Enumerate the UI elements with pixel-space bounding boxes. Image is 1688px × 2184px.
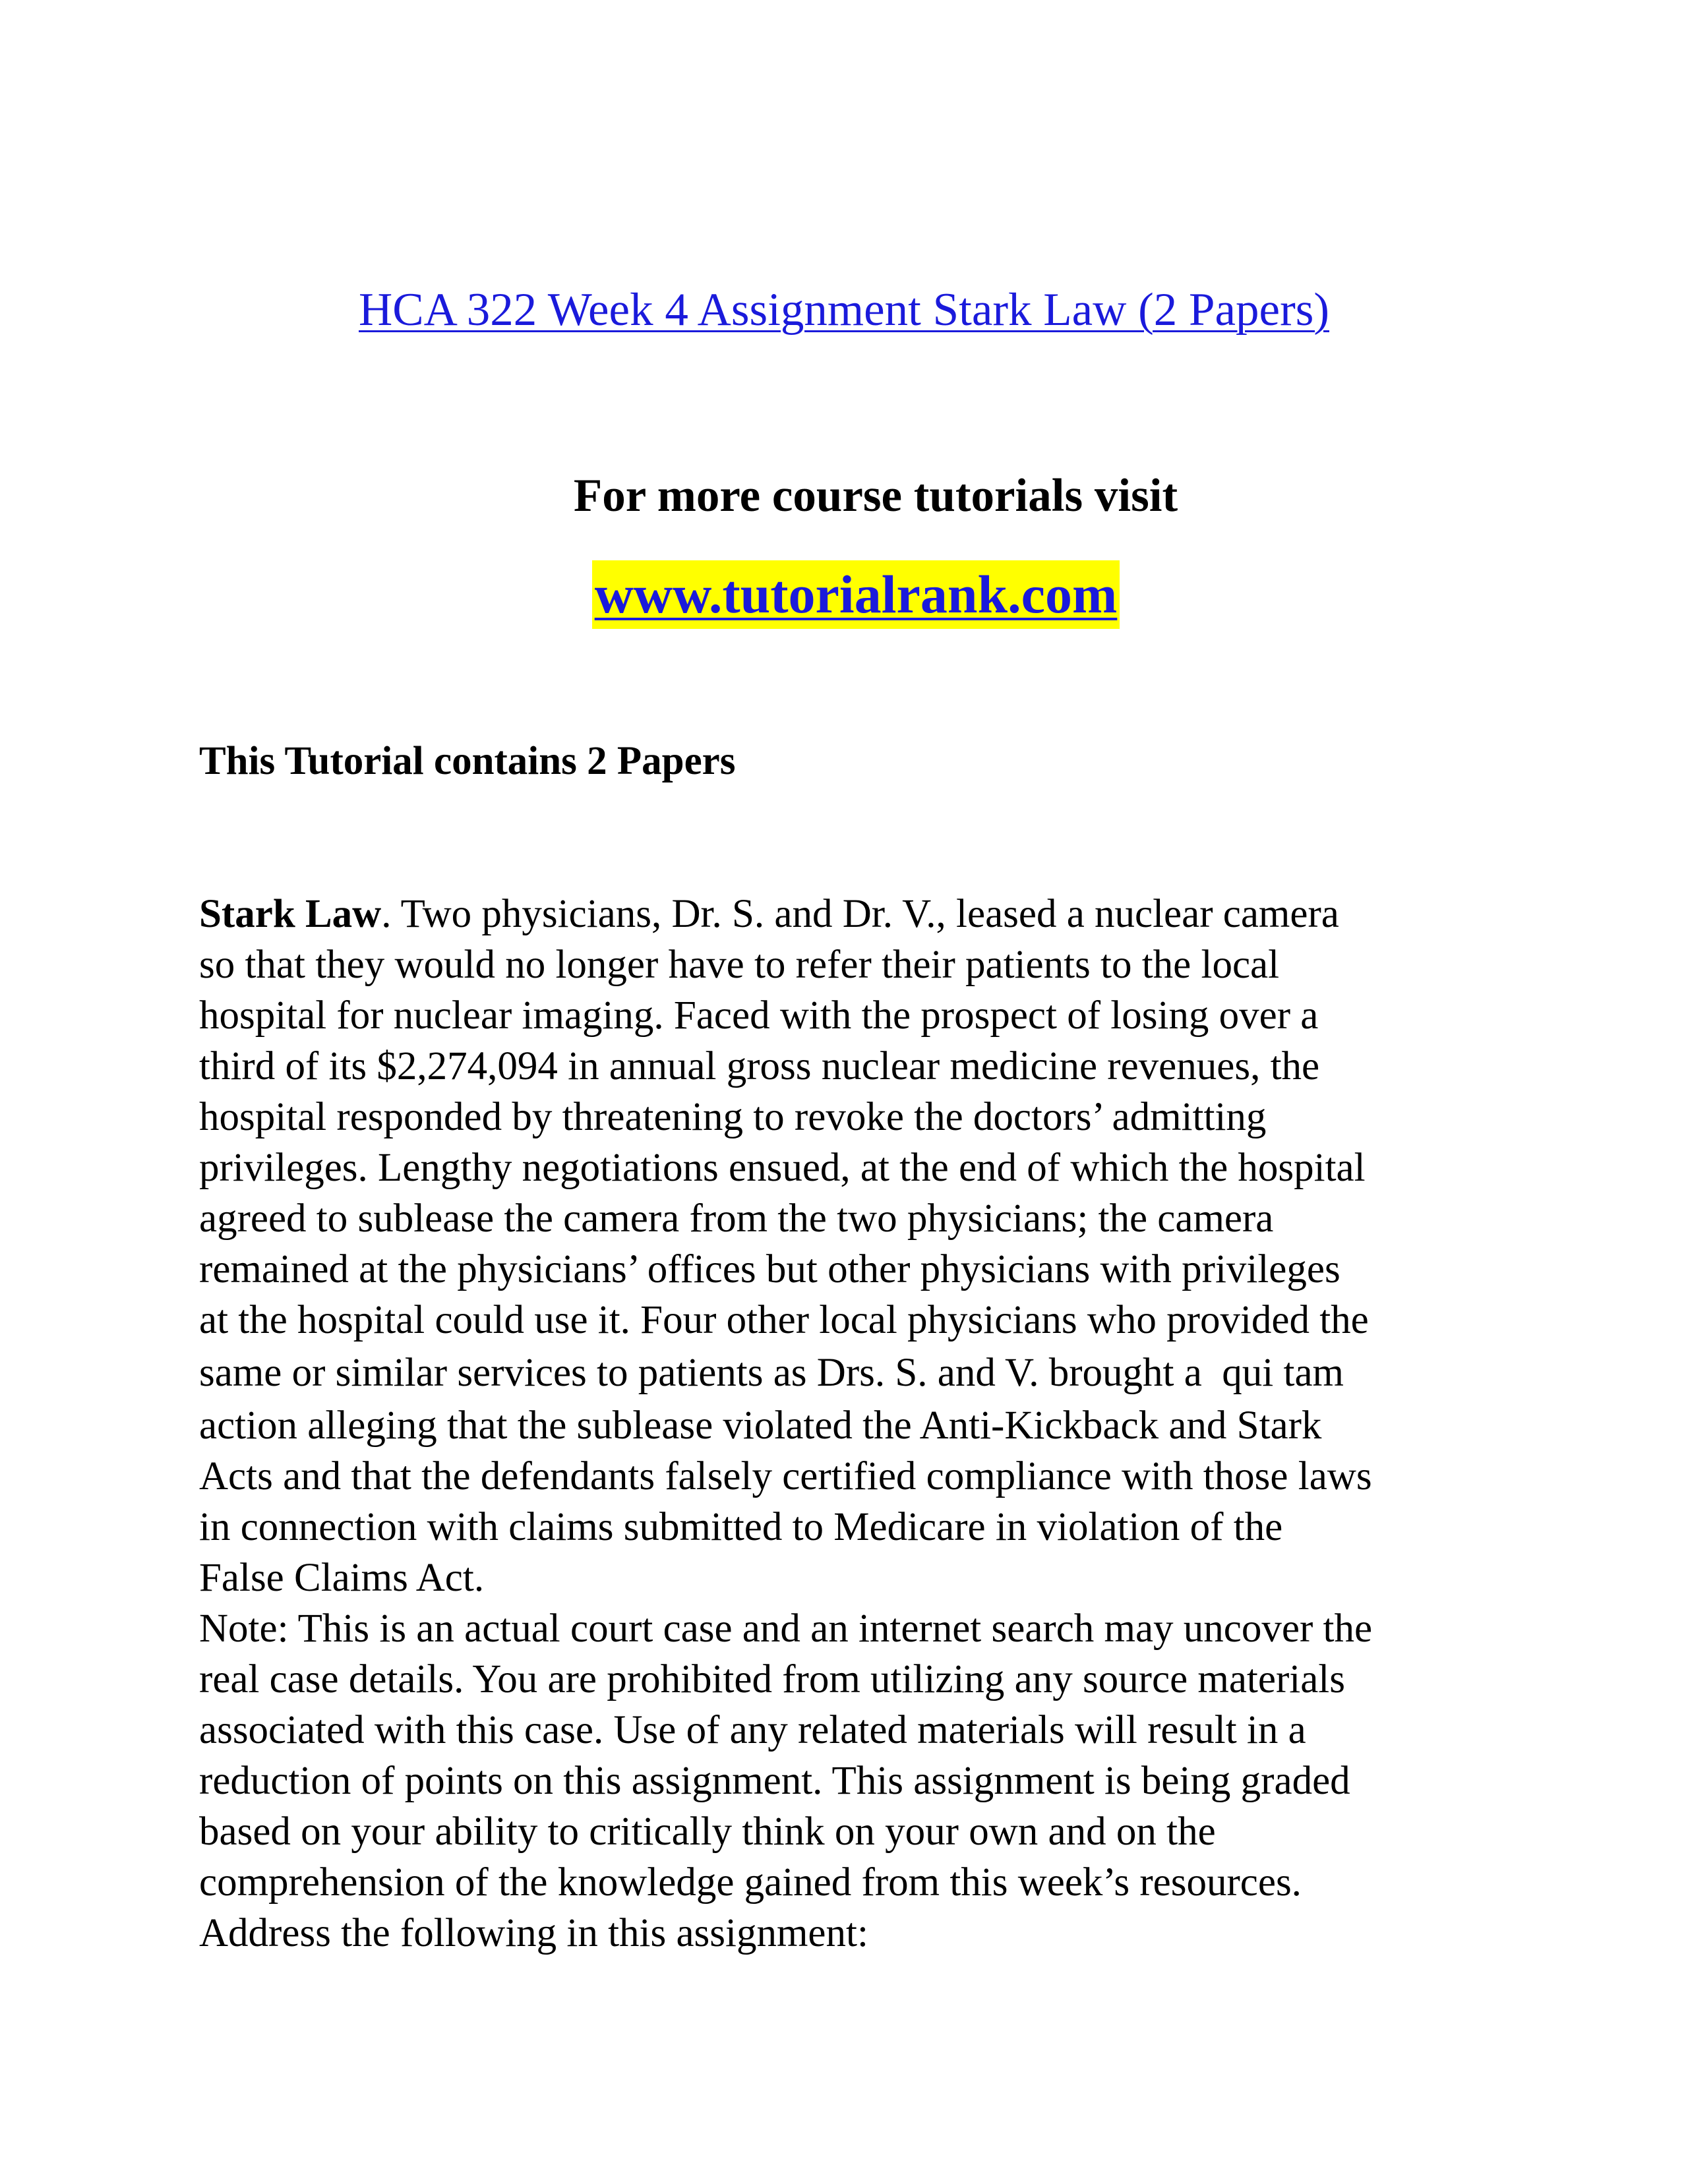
body-line: Address the following in this assignment:: [199, 1911, 868, 1955]
stark-law-lead: Stark Law: [199, 892, 382, 936]
body-line: False Claims Act.: [199, 1556, 485, 1600]
body-line: reduction of points on this assignment. This assignment is being graded: [199, 1759, 1350, 1803]
body-line: in connection with claims submitted to Medicare in violation of the: [199, 1505, 1283, 1549]
body-line: hospital responded by threatening to revoke the doctors’ admitting: [199, 1095, 1267, 1139]
assignment-body: [199, 889, 1518, 1959]
body-line: hospital for nuclear imaging. Faced with the prospect of losing over a: [199, 993, 1319, 1038]
body-line-text: . Two physicians, Dr. S. and Dr. V., leased a nuclear camera: [381, 892, 1339, 936]
body-line: so that they would no longer have to refer their patients to the local: [199, 943, 1280, 987]
body-line: third of its $2,274,094 in annual gross nuclear medicine revenues, the: [199, 1044, 1320, 1088]
body-line: associated with this case. Use of any related materials will result in a: [199, 1708, 1306, 1752]
body-line: [199, 889, 1518, 939]
body-line: agreed to sublease the camera from the two physicians; the camera: [199, 1196, 1274, 1241]
body-line: real case details. You are prohibited from utilizing any source materials: [199, 1657, 1345, 1701]
tutorial-contains-heading: This Tutorial contains 2 Papers: [199, 739, 736, 783]
visit-text: For more course tutorials visit: [573, 470, 1178, 521]
tutorial-site-link[interactable]: www.tutorialrank.com: [592, 560, 1120, 629]
body-line: comprehension of the knowledge gained from this week’s resources.: [199, 1860, 1302, 1904]
site-link-container: [0, 560, 1688, 629]
body-line: based on your ability to critically think on your own and on the: [199, 1810, 1216, 1854]
body-line: remained at the physicians’ offices but other physicians with privileges: [199, 1247, 1341, 1291]
body-line: Acts and that the defendants falsely certified compliance with those laws: [199, 1454, 1372, 1498]
body-line: Note: This is an actual court case and an internet search may uncover the: [199, 1607, 1373, 1651]
body-line: action alleging that the sublease violated the Anti-Kickback and Stark: [199, 1403, 1322, 1448]
body-line: same or similar services to patients as Drs. S. and V. brought a qui tam: [199, 1351, 1344, 1395]
body-line: at the hospital could use it. Four other local physicians who provided the: [199, 1298, 1369, 1342]
assignment-title-link[interactable]: HCA 322 Week 4 Assignment Stark Law (2 Papers): [359, 284, 1329, 336]
body-line: privileges. Lengthy negotiations ensued, at the end of which the hospital: [199, 1146, 1366, 1190]
